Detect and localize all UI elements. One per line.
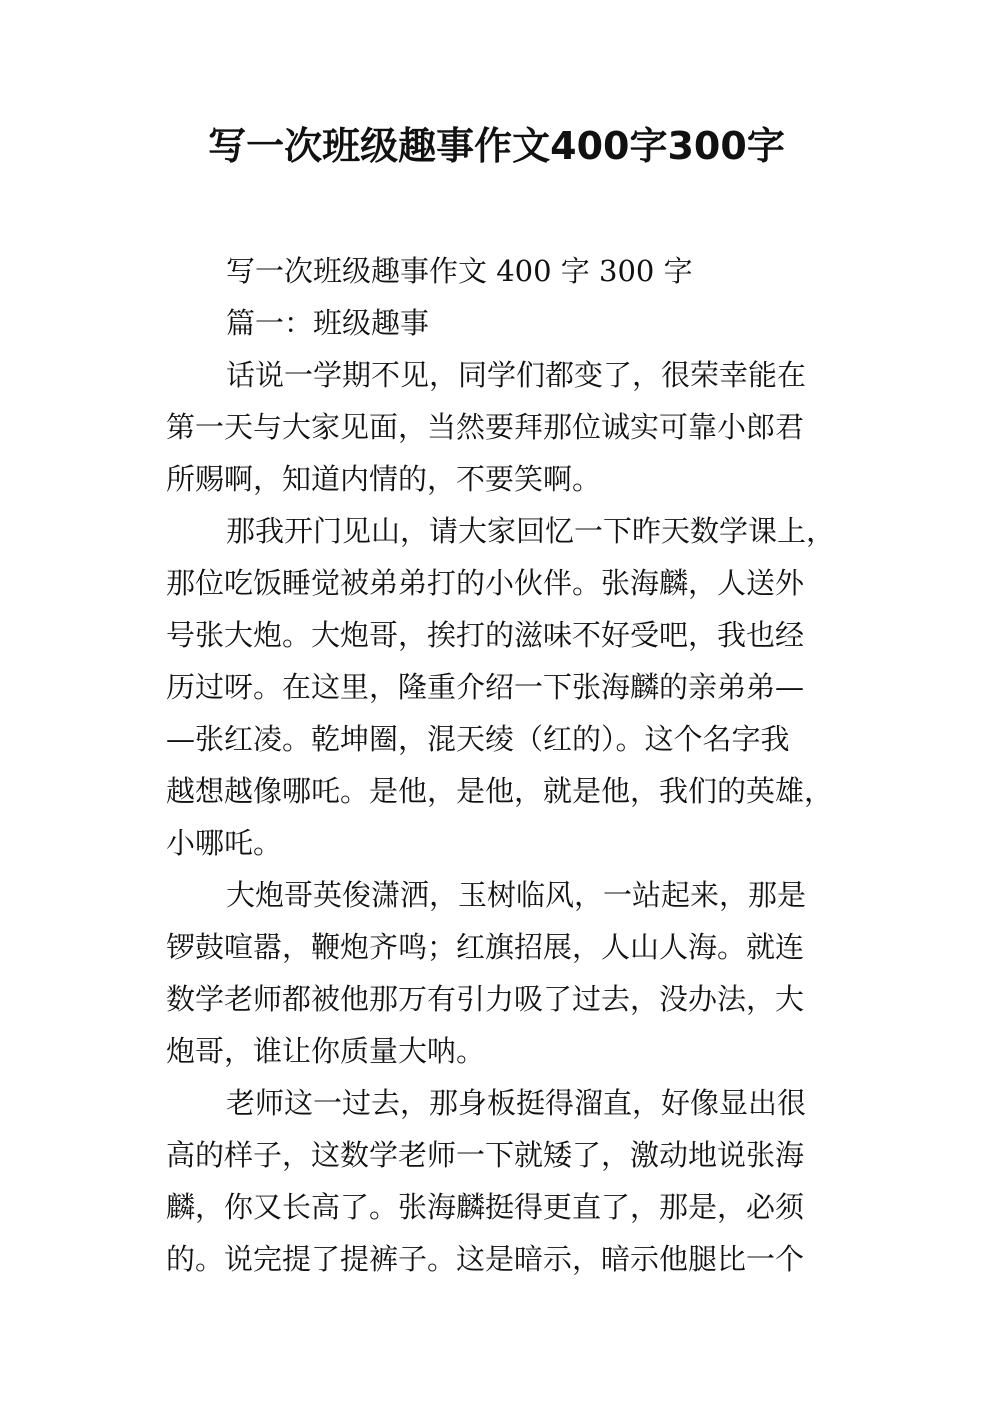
paragraph-section-title	[166, 297, 836, 349]
paragraph-1	[166, 349, 836, 505]
text-line: 高的样子，这数学老师一下就矮了，激动地说张海	[166, 1138, 805, 1172]
text-line: 话说一学期不见，同学们都变了，很荣幸能在	[226, 358, 807, 392]
text-line: 越想越像哪吒。是他，是他，就是他，我们的英雄，	[166, 774, 834, 808]
text-line: —张红凌。乾坤圈，混天绫（红的）。这个名字我	[166, 722, 790, 756]
paragraph-heading	[166, 245, 836, 297]
paragraph-2	[166, 505, 836, 869]
text-line: 历过呀。在这里，隆重介绍一下张海麟的亲弟弟—	[166, 670, 805, 704]
text-line: 第一天与大家见面，当然要拜那位诚实可靠小郎君	[166, 410, 805, 444]
text-line: 炮哥，谁让你质量大呐。	[166, 1034, 486, 1068]
text-line: 数学老师都被他那万有引力吸了过去，没办法，大	[166, 982, 805, 1016]
text-line: 锣鼓喧嚣，鞭炮齐鸣；红旗招展，人山人海。就连	[166, 930, 805, 964]
text-line: 大炮哥英俊潇洒，玉树临风，一站起来，那是	[226, 878, 807, 912]
text-line: 号张大炮。大炮哥，挨打的滋味不好受吧，我也经	[166, 618, 805, 652]
text-line: 所赐啊，知道内情的，不要笑啊。	[166, 462, 602, 496]
text-line: 小哪吒。	[166, 826, 283, 860]
text-line: 麟，你又长高了。张海麟挺得更直了，那是，必须	[166, 1190, 805, 1224]
text-line: 写一次班级趣事作文 400 字 300 字	[226, 254, 693, 288]
text-line: 的。说完提了提裤子。这是暗示，暗示他腿比一个	[166, 1242, 805, 1276]
document-body	[166, 245, 836, 1285]
text-line: 老师这一过去，那身板挺得溜直，好像显出很	[226, 1086, 807, 1120]
text-line: 那位吃饭睡觉被弟弟打的小伙伴。张海麟，人送外	[166, 566, 805, 600]
text-line: 篇一：班级趣事	[226, 306, 430, 340]
paragraph-3	[166, 869, 836, 1077]
paragraph-4	[166, 1077, 836, 1285]
document-title: 写一次班级趣事作文400字300字	[208, 124, 785, 168]
text-line: 那我开门见山，请大家回忆一下昨天数学课上，	[226, 514, 836, 548]
